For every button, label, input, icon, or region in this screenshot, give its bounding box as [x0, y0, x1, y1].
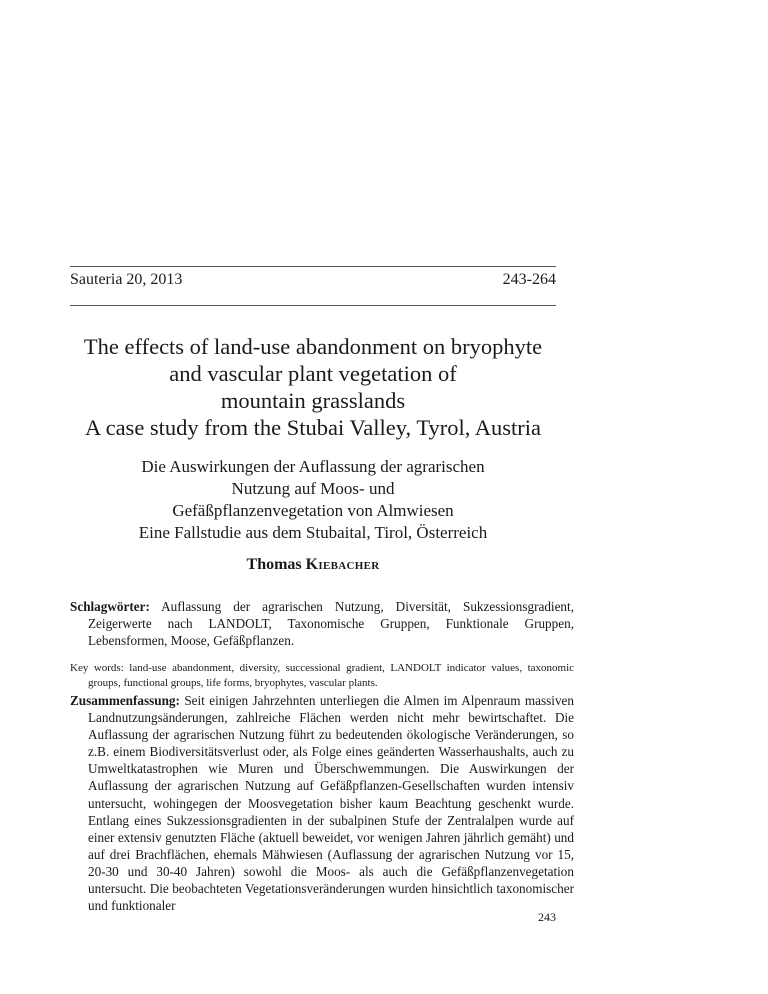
german-abstract-label: Zusammenfassung:: [70, 693, 180, 708]
german-keywords-text: Auflassung der agrarischen Nutzung, Diversität, Sukzessionsgradient, Zeigerwerte nach LANDOLT, Taxonomische Gruppen, Funktionale Gruppen, Lebensformen, Moose, Gefäßpflanzen.: [88, 599, 574, 648]
header-top-rule: [70, 266, 556, 267]
english-title-line: mountain grasslands: [220, 388, 406, 413]
author-first-name: Thomas: [246, 556, 302, 573]
english-keywords: [70, 661, 574, 690]
english-keywords-label: Key words:: [70, 662, 124, 674]
page-number: 243: [538, 910, 556, 924]
english-title-line: A case study from the Stubai Valley, Tyrol, Austria: [84, 415, 542, 440]
page-range: 243-264: [502, 271, 556, 288]
german-title: [60, 456, 566, 544]
german-title-line: Nutzung auf Moos- und: [231, 479, 395, 498]
english-title: [40, 333, 586, 441]
english-title-line: The effects of land-use abandonment on bryophyte: [83, 334, 543, 359]
header-bottom-rule: [70, 305, 556, 306]
author-name: [60, 556, 566, 574]
journal-citation: Sauteria 20, 2013: [70, 271, 183, 288]
author-last-name: Kiebacher: [305, 556, 380, 573]
german-keywords-label: Schlagwörter:: [70, 599, 150, 614]
german-keywords: [70, 598, 574, 649]
english-title-line: and vascular plant vegetation of: [169, 361, 457, 386]
journal-header: [70, 271, 556, 293]
english-keywords-text: land-use abandonment, diversity, successional gradient, LANDOLT indicator values, taxonomic groups, functional groups, life forms, bryophytes, vascular plants.: [88, 662, 575, 689]
german-title-line: Die Auswirkungen der Auflassung der agrarischen: [141, 457, 485, 476]
german-title-line: Eine Fallstudie aus dem Stubaital, Tirol, Österreich: [138, 523, 488, 542]
german-title-line: Gefäßpflanzenvegetation von Almwiesen: [172, 501, 454, 520]
german-abstract: [70, 692, 574, 914]
german-abstract-text: Seit einigen Jahrzehnten unterliegen die Almen im Alpenraum massiven Landnutzungsänderungen, zahlreiche Flächen werden nicht mehr bewirtschaftet. Die Auflassung der agrarischen Nutzung führt zu bedeutenden ökologische Veränderungen, so z.B. einem Biodiversitätsverlust oder, als Folge eines geänderten Wasserhaushalts, auch zu Umweltkatastrophen wie Muren und Überschwemmungen. Die Auswirkungen der Auflassung der agrarischen Nutzung auf Gefäßpflanzen-Gesellschaften wurden intensiv untersucht, wohingegen der Moosvegetation bisher kaum Beachtung geschenkt wurde. Entlang eines Sukzessionsgradienten in der subalpinen Stufe der Zentralalpen wurde auf einer extensiv genutzten Fläche (aktuell beweidet, vor wenigen Jahren jährlich gemäht) und auf drei Brachflächen, ehemals Mähwiesen (Auflassung der agrarischen Nutzung vor 15, 20-30 und 30-40 Jahren) sowohl die Moos- als auch die Gefäßpflanzenvegetation untersucht. Die beobachteten Vegetationsveränderungen wurden hinsichtlich taxonomischer und funktionaler: [88, 693, 575, 914]
